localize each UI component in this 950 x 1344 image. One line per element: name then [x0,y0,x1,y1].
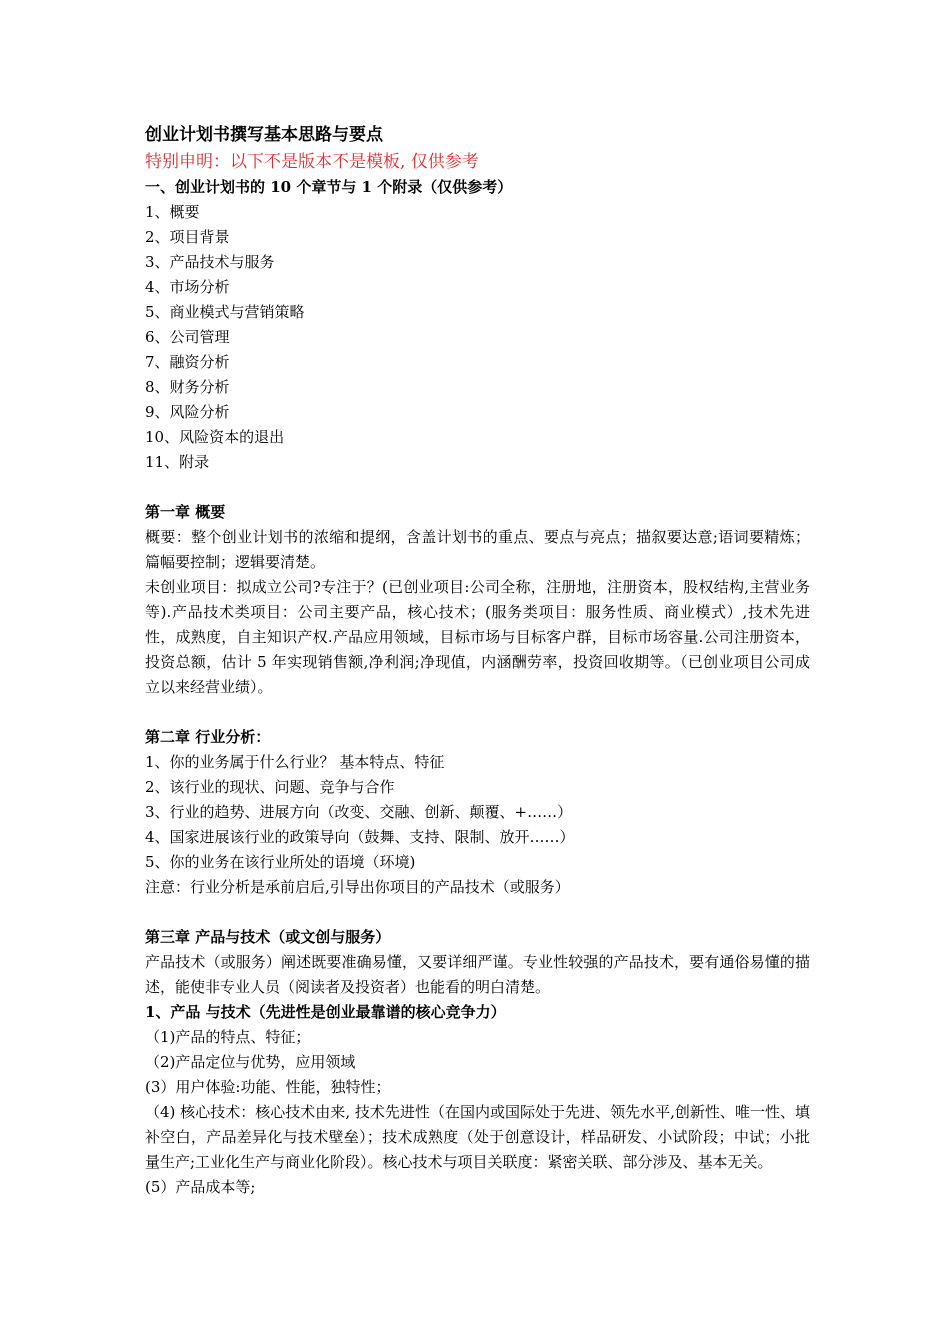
list-item: (3）用户体验:功能、性能，独特性； [145,1078,391,1096]
section1-heading: 一、创业计划书的 10 个章节与 1 个附录（仅供参考） [145,178,513,196]
list-item: (5）产品成本等; [145,1178,256,1196]
list-item: 2、项目背景 [145,228,230,246]
list-item: 1、概要 [145,203,200,221]
list-item: 4、市场分析 [145,278,230,296]
spacer [145,700,810,725]
list-item: 5、你的业务在该行业所处的语境（环境) [145,853,416,871]
chapter1-details-paragraph: 未创业项目：拟成立公司?专注于？(已创业项目:公司全称，注册地，注册资本，股权结构,主营业务等).产品技术类项目：公司主要产品，核心技术；(服务类项目：服务性质、商业模式）,技术先进性，成熟度，自主知识产权.产品应用领域，目标市场与目标客户群，目标市场容量.公司注册资本，投资总额，估计 5 年实现销售额,净利润;净现值，内涵酬劳率，投资回收期等。（已创业项目公司成立以来经营业绩）。 [145,578,810,696]
list-item: 3、产品技术与服务 [145,253,275,271]
list-item: 2、该行业的现状、问题、竞争与合作 [145,778,395,796]
chapter2-note: 注意：行业分析是承前启后,引导出你项目的产品技术（或服务） [145,878,570,896]
spacer [145,475,810,500]
list-item: 1、你的业务属于什么行业？ 基本特点、特征 [145,753,445,771]
list-item: 11、附录 [145,453,210,471]
chapter2-heading: 第二章 行业分析： [145,728,271,746]
core-technology-paragraph: （4) 核心技术：核心技术由来, 技术先进性（在国内或国际处于先进、领先水平,创新性、唯一性、填补空白，产品差异化与技术壁垒）；技术成熟度（处于创意设计，样品研发、小试阶段；中试；小批量生产;工业化生产与商业化阶段）。核心技术与项目关联度：紧密关联、部分涉及、基本无关。 [145,1103,810,1171]
list-item: 8、财务分析 [145,378,230,396]
document-title: 创业计划书撰写基本思路与要点 [145,125,383,145]
list-item: 4、国家进展该行业的政策导向（鼓舞、支持、限制、放开……） [145,828,575,846]
document-body [145,120,810,1200]
chapter3-intro-paragraph: 产品技术（或服务）阐述既要准确易懂，又要详细严谨。专业性较强的产品技术，要有通俗易懂的描述，能使非专业人员（阅读者及投资者）也能看的明白清楚。 [145,953,810,996]
list-item: 5、商业模式与营销策略 [145,303,305,321]
list-item: （1)产品的特点、特征； [145,1028,311,1046]
disclaimer-notice: 特别申明：以下不是版本不是模板, 仅供参考 [145,152,479,172]
list-item: 3、行业的趋势、进展方向（改变、交融、创新、颠覆、+……） [145,803,573,821]
list-item: 10、风险资本的退出 [145,428,285,446]
list-item: 7、融资分析 [145,353,230,371]
list-item: 9、风险分析 [145,403,230,421]
chapter1-heading: 第一章 概要 [145,503,226,521]
list-item: （2)产品定位与优势，应用领域 [145,1053,356,1071]
list-item: 6、公司管理 [145,328,230,346]
spacer [145,900,810,925]
chapter3-heading: 第三章 产品与技术（或文创与服务） [145,928,391,946]
chapter3-subheading: 1、产品 与技术（先进性是创业最靠谱的核心竞争力） [145,1003,506,1021]
chapter1-summary-paragraph: 概要：整个创业计划书的浓缩和提纲，含盖计划书的重点、要点与亮点；描叙要达意;语词要精炼；篇幅要控制；逻辑要清楚。 [145,528,810,571]
